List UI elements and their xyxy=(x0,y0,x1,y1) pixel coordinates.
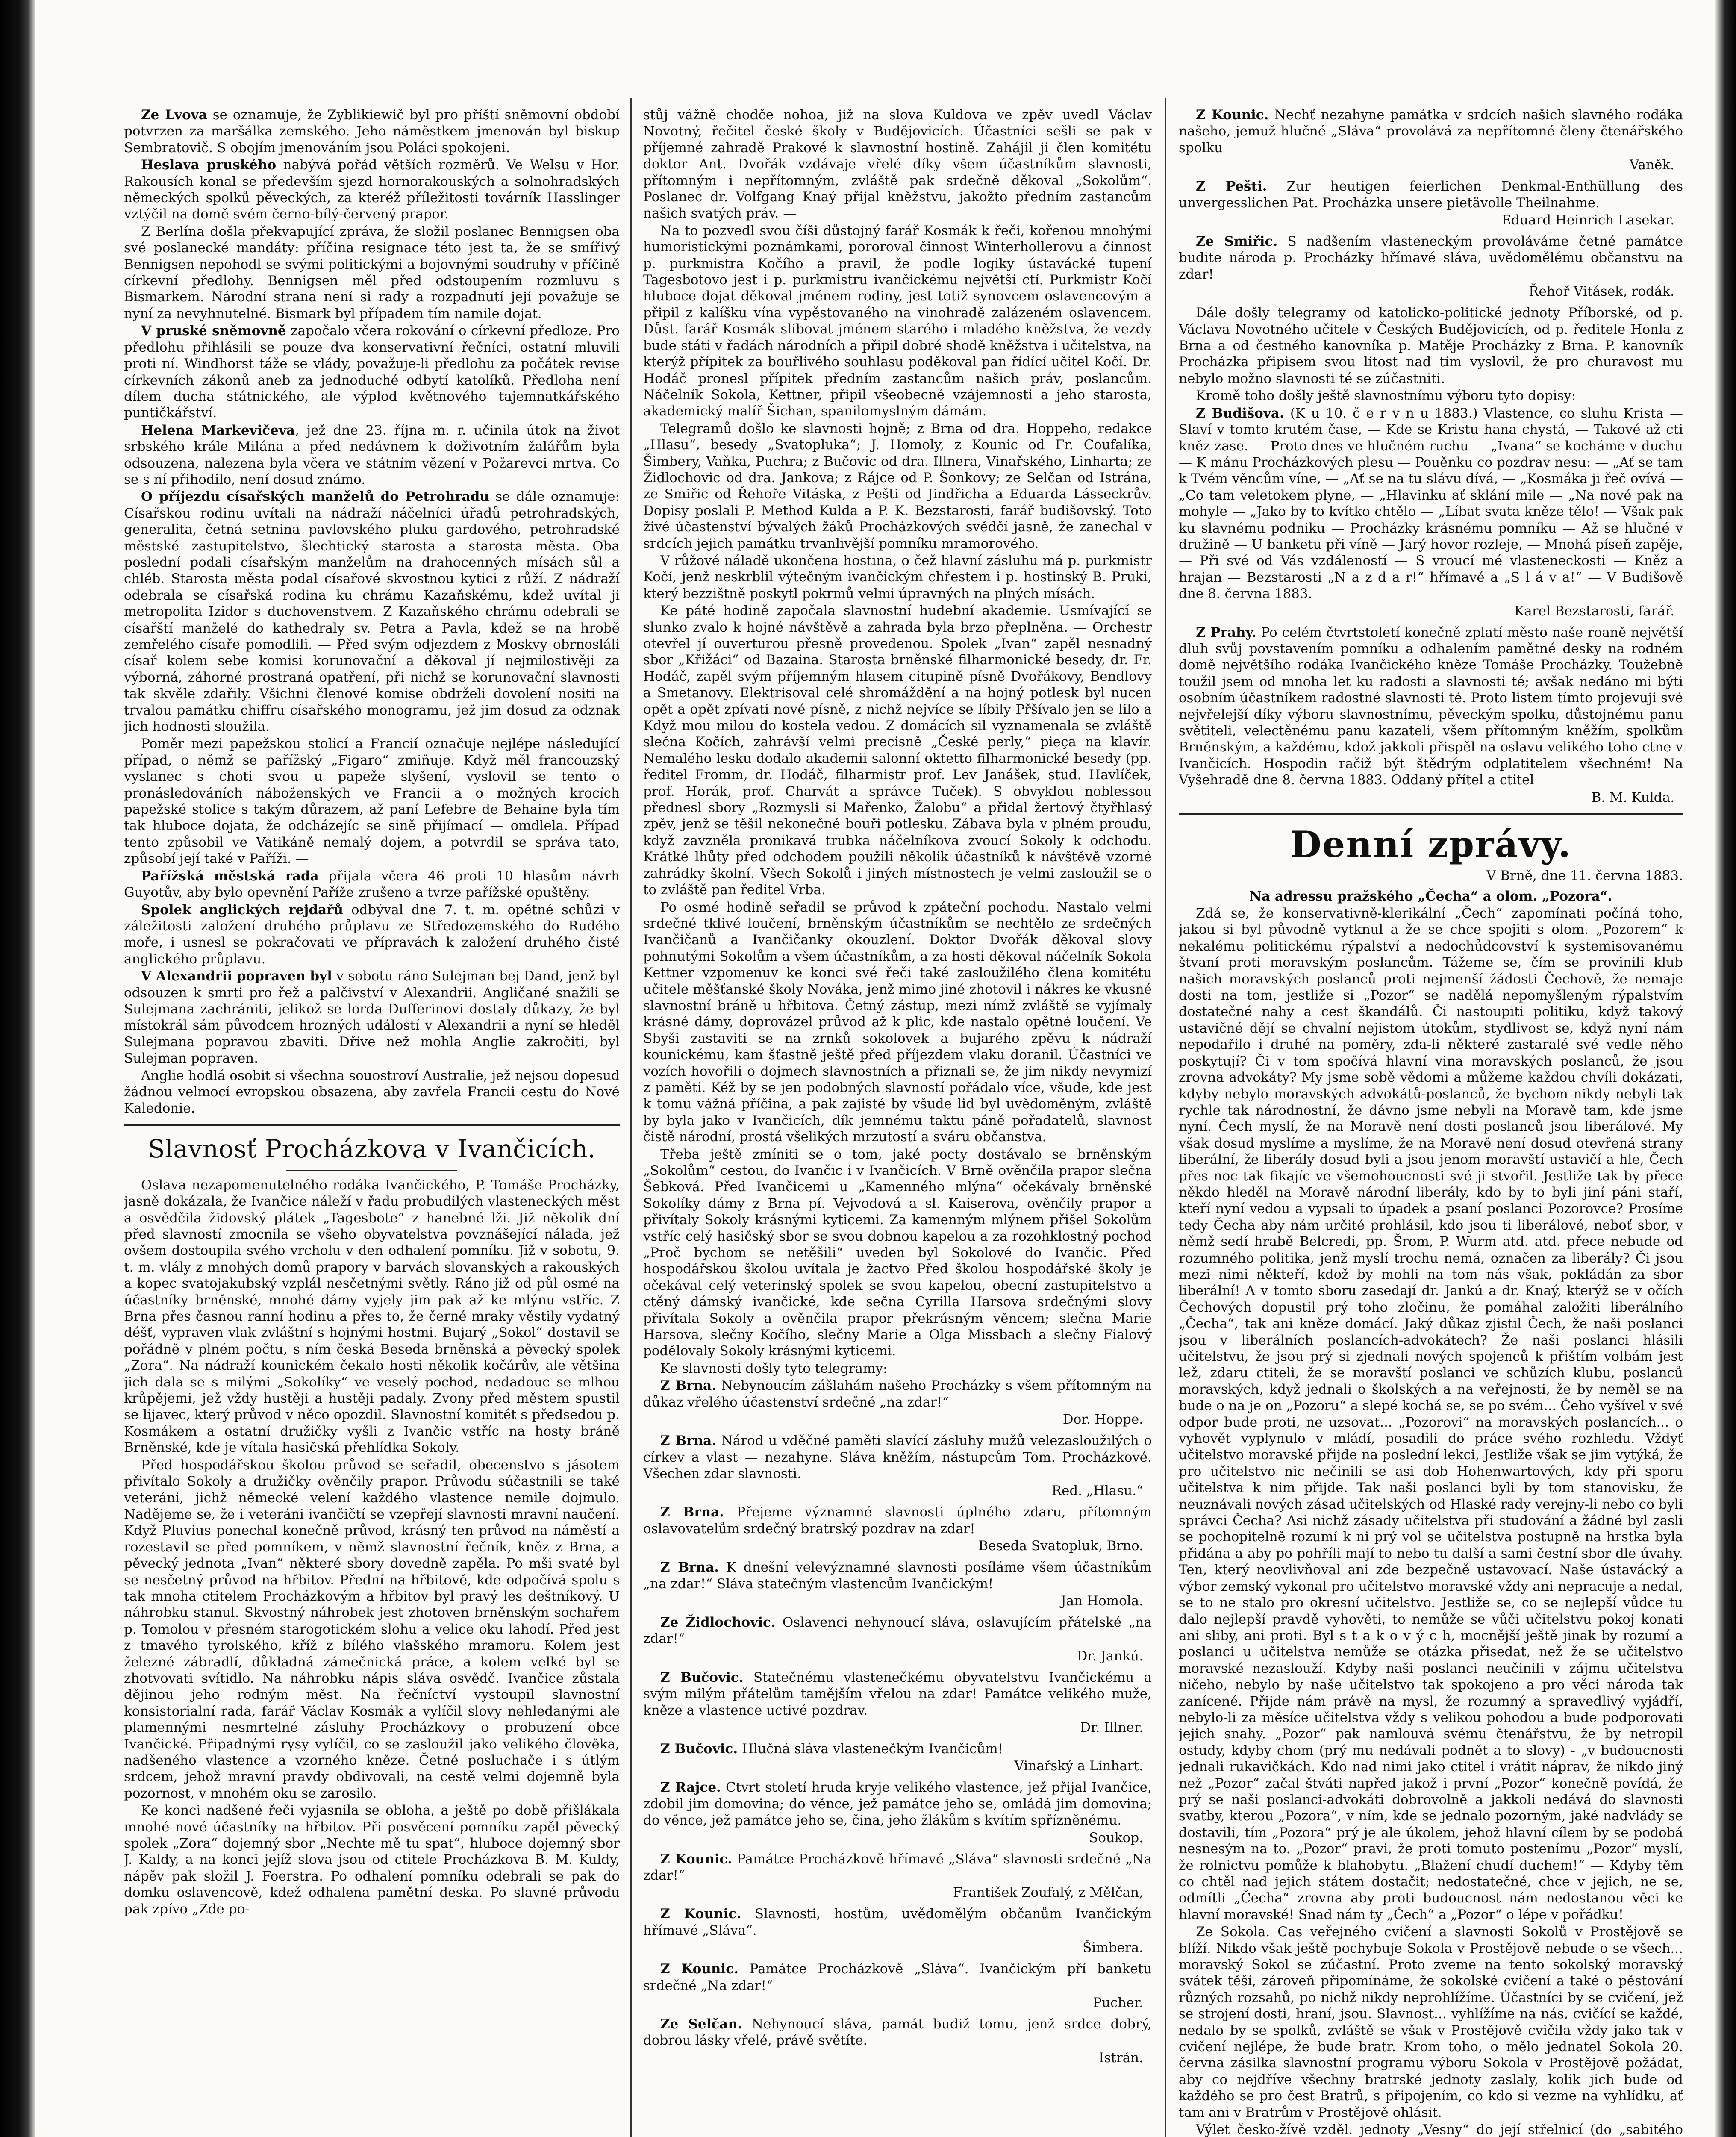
telegram-signature: Beseda Svatopluk, Brno. xyxy=(978,1538,1143,1554)
telegram-entry: Z Bučovic. Hlučná sláva vlastenečkým Ivančicům! xyxy=(660,1741,1003,1757)
letter-entry: Z Budišova. (K u 10. č e r v n u 1883.) Vlastence, co sluhu Krista — Slaví v tomto krutém čase, — Kde se Kristu hana chystá, — Takové až cti kněz zase. — Proto dnes ve hlučném ruchu — „Ivana“ se kocháme v duchu — K mánu Procházkových plesu — Pouěnku co pozdrav nesu: — „Ať se tam k Tvém věncům víne, — „Ať se na tu slávu dívá, — „Kosmáka ji řeč ovívá — „Co tam veletokem plyne, — „Hlavinku ať sklání mile — „Na nové pak na mohyle — „Jako by to kvítko chtělo — „Líbat svata kněze tělo! — Však pak ku slavnému podniku — Procházky krásnému pomníku — Až se hlučné v družině — U banketu při víně — Jarý hovor rozleje, — Mnohá píseň zapěje, — Při své od Vás vzdáleností — S vroucí mé vlasteneckosti — Kněz a hrajan — Bezstarosti „N a z d a r!“ hřímavé a „S l á v a!“ — V Budišově dne 8. června 1883. xyxy=(1179,405,1683,602)
article-paragraph: Kromě toho došly ještě slavnostnímu výboru tyto dopisy: xyxy=(1196,388,1576,404)
news-paragraph: Poměr mezi papežskou stolicí a Francií označuje nejlépe následující případ, o němž se pařížský „Figaro“ zmiňuje. Když měl francouzský vyslanec s choti svou u papeže slyšení, vyslovil se tento o pronásledováních náboženských ve Francii a o možných krocích papežské stolice s takým důrazem, až paní Lefebre de Behaine byla tím tak hluboce dojata, že odcházejíc se sině přijímací — omdlela. Případ tento způsobil ve Vatikáně nemalý dojem, a potvrdil se správa tato, způsobí její také v Paříži. — xyxy=(124,736,620,867)
news-paragraph: Výlet česko-žívě vzděl. jednoty „Vesny“ do její střelnicí (do „sabitého xyxy=(1196,2122,1683,2137)
telegram-entry: Z Kounic. Památce Procházkově hřímavé „Sláva“ slavnosti srdečné „Na zdar!“ xyxy=(643,1851,1152,1883)
news-paragraph: V Alexandrii popraven byl v sobotu ráno Sulejman bej Dand, jenž byl odsouzen k smrti pro řež a palčivství v Alexandrii. Angličané snažili se Sulejmana zachrániti, jelikož se lorda Dufferinovi dostaly důkazy, že byl místokrál sám původcem hrozných událostí v Alexandrii a nyní se hleděl Sulejmana popravou zbaviti. Dříve než mohla Anglie zakročiti, byl Sulejman popraven. xyxy=(124,968,620,1066)
telegram-entry: Ze Židlochovic. Oslavenci nehynoucí sláva, oslavujícím přátelské „na zdar!“ xyxy=(643,1614,1152,1647)
article-paragraph: Třeba ještě zmíniti se o tom, jaké pocty dostávalo se brněnským „Sokolům“ cestou, do Ivančic i v Ivančicích. V Brně ověnčila prapor slečna Šebková. Před Ivančicemi u „Kamenného mlýna“ očekávaly brněnské Sokolíky dámy z Brna pí. Vejvodová a sl. Kaiserova, ověnčily prapor a přivítaly Sokoly krásnými kyticemi. Za kamenným mlýnem přišel Sokolům vstříc celý hasičský sbor se svou dobnou kapelou a za rozohklostný pochod „Proč bychom se netěšili“ uveden byl Sokolové do Ivančic. Před hospodářskou školou uvítala je žactvo Před školou hospodářské školy je očekával celý veterinský spolek se svou kapelou, obecní zastupitelstvo a ctěný dámský ivančické, kde sečna Cyrilla Harsova srdečnými slovy přivítala Sokoly a ověnčila prapor překrásným věncem; slečna Marie Harsova, slečny Kočího, slečny Marie a Olga Missbach a slečny Fialový podělovaly Sokoly krásnými kyticemi. xyxy=(643,1146,1152,1359)
news-paragraph: Ze Lvova se oznamuje, že Zyblikiewič byl pro příští sněmovní období potvrzen za maršálka zemského. Jeho náměstkem jmenován byl biskup Sembratovič. S obojím jmenováním jsou Poláci spokojeni. xyxy=(124,107,620,156)
page-right-edge xyxy=(1715,0,1736,2137)
letter-signature: Karel Bezstarosti, farář. xyxy=(1514,603,1674,619)
telegram-signature: Red. „Hlasu.“ xyxy=(1051,1483,1143,1499)
article-paragraph: Telegramů došlo ke slavnosti hojně; z Brna od dra. Hoppeho, redakce „Hlasu“, besedy „Svatopluka“; J. Homoly, z Kounic od Fr. Coufalíka, Šimbery, Vaňka, Puchra; z Bučovic od dra. Illnera, Vinařského, Linharta; ze Židlochovic od dra. Jankova; z Rájce od P. Šonkovy; ze Selčan od Istrána, ze Smiřic od Řehoře Vitáska, z Pešti od Jindřicha a Eduarda Lásseckrův. Dopisy poslali P. Method Kulda a P. K. Bezstarosti, farář budišovský. Toto živé účastenství bývalých žáků Procházkových svědčí jasně, že zanechal v srdcích jejich památku trvanlivější pomníku mramorového. xyxy=(643,421,1152,551)
telegram-entry: Z Kounic. Slavnosti, hostům, uvědomělým občanům Ivančickým hřímavé „Sláva“. xyxy=(643,1906,1152,1938)
telegram-signature: Eduard Heinrich Lasekar. xyxy=(1501,212,1674,228)
telegram-signature: Soukop. xyxy=(1089,1830,1143,1846)
article-paragraph: Oslava nezapomenutelného rodáka Ivančického, P. Tomáše Procházky, jasně dokázala, že Ivančice náleží v řadu probudilých vlasteneckých měst a osvědčila židovský plátek „Tagesbote“ z hanebné lži. Již několik dní před slavností zmocnila se všeho obyvatelstva povznášející nálada, jež ovšem dostoupila svého vrcholu v den odhalení pomníku. Již v sobotu, 9. t. m. vlály z mnohých domů prapory v barvách slovanských a rakouských a kopec svatojakubský vzplál nesčetnými světly. Ráno již od půl osmé na účastníky brněnské, mnohé dámy vyjely jim pak až ke mlýnu vstříc. Z Brna přes časnou ranní hodinu a přes to, že černé mraky věstily vydatný déšť, vypraven vlak zvláštní s hojnými hostmi. Bujarý „Sokol“ dostavil se pořádně v plném počtu, s ním česká Beseda brněnská a pěvecký spolek „Zora“. Na nádraží kounickém čekalo hosti několik kočárův, ale většina jich dala se s milými „Sokolíky“ ve veselý pochod, nedadouc se mlhou krůpějemi, jež vždy hustěji a hustěji padaly. Zvony před městem spustil se lijavec, který průvod v něco opozdil. Slavnostní komitét s předsedou p. Kosmákem a ostatní družičky vyšli z Ivančic vstříc na hosty bráně Brněnské, kde je vítala hasičská přehlídka Sokoly. xyxy=(124,1177,620,1456)
telegram-entry: Z Brna. Národ u vděčné paměti slavící zásluhy mužů velezasloužilých o církev a vlast — nezahyne. Sláva kněžím, nástupcům Tom. Procházkové. Všechen zdar slavnosti. xyxy=(643,1433,1152,1481)
telegram-entry: Z Rajce. Ctvrt století hruda kryje velikého vlastence, jež přijal Ivančice, zdobil jim domovina; do věnce, jež památce jeho se, omládá jim domovina; do věnce, jež památce jeho se, čina, jeho žlákům s kvítím spřízněnému. xyxy=(643,1780,1152,1828)
news-paragraph: Helena Markevičeva, jež dne 23. října m. r. učinila útok na život srbského krále Milána a před nedávnem k doživotním žalářům byla odsouzena, nalezena byla včera ve státním vězení v Požarevci mrtva. Co se s ní přihodilo, není dosud známo. xyxy=(124,422,620,487)
article-paragraph: Na to pozvedl svou číši důstojný farář Kosmák k řeči, kořenou mnohými humoristickými poznámkami, pororoval činnost Winterhollerovu a činnost p. purkmistra Kočího a pravil, že podle logiky ústavácké tupení Tagesbotovo jest i p. purkmistru ivančickému největší ctí. Purkmistr Kočí hluboce dojat děkoval jménem rodiny, jest totiž synovcem oslavencovým a připil z kalíšku vína vypěstovaného na vinohradě zalázeném oslavencem. Důst. farář Kosmák slibovat jménem starého i mladého kněžstva, že vezdy bude státi v řadách národních a připil dobré shodě kněžstva i učitelstva, na kterýž přípitek za bouřlivého souhlasu poděkoval pan řídící učitel Kočí. Dr. Hodáč pronesl přípitek předním zastancům našich práv, poslancům. Náčelník Sokola, Kettner, připil všeobecné vzájemnosti a jeho starosta, akademický malíř Šichan, spanilomyslným dámám. xyxy=(643,223,1152,419)
telegram-signature: František Zoufalý, z Mělčan, xyxy=(953,1885,1143,1901)
article-paragraph: V růžové náladě ukončena hostina, o čež hlavní zásluhu má p. purkmistr Kočí, jenž neskrblil výtečným ivančickým chřestem i p. hostinský B. Pruki, který bezzištně poskytl pokrmů velmi úpravných na plných mísách. xyxy=(643,553,1152,601)
telegram-signature: Jan Homola. xyxy=(1061,1593,1143,1609)
section-divider xyxy=(124,1124,620,1126)
news-headline: Na adressu pražského „Čecha“ a olom. „Pozora“. xyxy=(1249,888,1612,904)
telegram-list xyxy=(643,1378,1152,2066)
letter-signature: B. M. Kulda. xyxy=(1591,789,1674,805)
telegram-entry: Z Kounic. Památce Procházkově „Sláva“. Ivančickým pří banketu srdečné „Na zdar!“ xyxy=(643,1961,1152,1993)
column-2 xyxy=(643,107,1152,2137)
news-paragraph: Spolek anglických rejdařů odbýval dne 7. t. m. opětné schůzi v záležitosti založení druhého průplavu ze Středozemského do Rudého moře, i usnesl se pokračovati ve přípravách k založení druhého čisté anglického průplavu. xyxy=(124,902,620,967)
heading-underline xyxy=(286,1170,457,1171)
news-paragraph: Pařížská městská rada přijala včera 46 proti 10 hlasům návrh Guyotův, aby bylo opevnění Paříže zrušeno a tvrze pařížské opuštěny. xyxy=(124,868,620,901)
telegram-entry: Z Kounic. Nechť nezahyne památka v srdcích našich slavného rodáka našeho, jemuž hlučné „Sláva“ provolává za nepřítomné členy čtenářského spolku xyxy=(1179,107,1683,156)
telegram-entry: Z Brna. Přejeme významné slavnosti úplného zdaru, přítomným oslavovatelům srdečný bratrský pozdrav na zdar! xyxy=(643,1504,1152,1537)
news-paragraph: Z Berlína došla překvapující zpráva, že složil poslanec Bennigsen oba své poslanecké mandáty: příčina resignace této jest ta, že se smířivý Bennigsen nepohodl se svými politickými a bojovnými soudruhy v příčině církevní předlohy. Bennigsen měl před odstoupením rozmluvu s Bismarkem. Národní strana není si rady a rozpadnutí její považuje se nyní za nevyhnutelné. Bismark byl případem tím namile dojat. xyxy=(124,224,620,321)
column-1 xyxy=(124,107,620,2137)
column-rule xyxy=(630,98,632,2137)
article-paragraph: Dále došly telegramy od katolicko-politické jednoty Příborské, od p. Václava Novotného učitele v Českých Budějovicích, od p. ředitele Honla z Brna a od čestného kanovníka p. Matěje Procházky z Brna. P. kanovník Procházka připisem svou lítost nad tím vyslovil, že pro churavost mu nebylo možno slavnosti té se zúčastniti. xyxy=(1179,305,1683,386)
telegram-signature: Dr. Jankú. xyxy=(1077,1648,1143,1664)
column-3 xyxy=(1179,107,1683,2137)
dateline: V Brně, dne 11. června 1883. xyxy=(1486,868,1683,883)
section-heading: Denní zprávy. xyxy=(1290,823,1571,865)
section-divider xyxy=(1179,813,1683,815)
telegram-signature: Vaněk. xyxy=(1630,157,1674,173)
telegram-signature: Vinařský a Linhart. xyxy=(1014,1758,1143,1774)
telegram-signature: Dr. Illner. xyxy=(1080,1719,1143,1735)
letter-entry: Z Prahy. Po celém čtvrtstoletí konečně zplatí město naše roaně největší dluh svůj povstavením pomníku a odhalením pamětné desky na rodném domě největšího rodáka Ivančického kněze Tomáše Procházky. Toužebně toužil jsem od mnoha let ku radosti a slavnosti té; avšak nedáno mi býti osobním účastníkem radostné slavnosti té. Proto listem tímto projevuji své nejvřelejší díky výboru slavnostnímu, pěveckým spolku, důstojnému panu světiteli, velectěnému panu kazateli, všem přítomným kněžím, spolkům Brněnským, a každému, kdož jakkoli přispěl na oslavu velikého toho ctne v Ivančicích. Hospodin račiž být štědrým odplatitelem všechném! Na Vyšehradě dne 8. června 1883. Oddaný přítel a ctitel xyxy=(1179,624,1683,788)
telegram-entry: Z Bučovic. Statečnému vlastenečkému obyvatelstvu Ivančickému a svým milým přátelům tamějším vřelou na zdar! Památce velikého muže, kněze a vlastence uctivé pozdrav. xyxy=(643,1669,1152,1718)
news-paragraph: Ze Sokola. Cas veřejného cvičení a slavnosti Sokolů v Prostějově se blíží. Nikdo však ještě pochybuje Sokola v Prostějově nebude o se všech... moravský Sokol se zúčastní. Proto zveme na tento sokolský moravský svátek těší, zároveň připomínáme, že sokolské cvičení a také o pěstování různých rozsahů, po nichž nikdy neprohlížíme. Účastníci by se cvičení, jež se strojení dosti, hraní, jsou. Slavnost... vyhlížíme na nás, cvičící se každé, nedalo by se spolků, zvláště se však v Prostějově cvičila vždy jako tak v cvičení nejlépe, že bude bratr. Krom toho, o mělo jednatel Sokola 20. června zásilka slavnostní programu výboru Sokola v Prostějově požádat, aby co nejdříve všechny bratrské jednoty zaslaly, kolik jich bude od každého se pro čest Bratrů, s připojením, co kdo si vezme na vyhlídku, ať tam ani v Bratrům v Prostějově ohlásit. xyxy=(1179,1924,1683,2120)
article-paragraph: Před hospodářskou školou průvod se seřadil, obecenstvo s jásotem přivítalo Sokoly a družičky ověnčily prapor. Průvodu súčastnili se také veteráni, jichž německé velení každého vlastence nemile dojmulo. Nadějeme se, že i veteráni ivančičtí se vzepřejí slavnosti mravní naučení. Když Pluvius ponechal konečně průvod, krásný ten průvod na náměstí a rozestavil se před pomníkem, v němž slavnostní řečník, kněz z Brna, a pěvecký jednota „Ivan“ některé sbory dovedně zapěla. Po mši svaté byl se nesčetný průvod na hřbitov. Přední na hřbitově, kde odpočívá spolu s tak mnoha ctitelem Procházkovým a hřbitov byl pravý les deštníkový. U náhrobku stanul. Skvostný náhrobek jest zhotoven brněnským sochařem p. Tomolou v přesném starogotickém slohu a velice oku lahodí. Před jest z tmavého tyrolského, kříž z bílého vlašského mramoru. Kolem jest železné zábradlí, důkladná zámečnická práce, a kolem velké byl se zhotvovati svítidlo. Na náhrobku nápis sláva osvědč. Ivančice zůstala dějinou jeho rodným měst. Na řečníctví vystoupil slavnostní konsistorialní rada, farář Václav Kosmák a vylíčil slovy nehledanými ale plamennými nesmrtelné zásluhy Procházkovy o probuzení obce Ivančické. Připadnými rysy vylíčil, co se zasloužil jako velikého člověka, nadšeného vlastence a vzorného kněze. Četné posluchače i s útlým srdcem, jehož mravní pravdy obdivovali, na cestě velmi dojemně byla pozornost, v mnohém oku se zarosilo. xyxy=(124,1457,620,1801)
article-heading: Slavnosť Procházkova v Ivančicích. xyxy=(147,1134,596,1163)
news-paragraph: Anglie hodlá osobit si všechna souostroví Australie, jež nejsou dopesud žádnou velmocí evropskou obsazena, aby zavřela Francii cestu do Nové Kaledonie. xyxy=(124,1068,620,1116)
news-paragraph: V pruské sněmovně započalo včera rokování o církevní předloze. Pro předlohu přihlásili se pouze dva konservativní řečníci, ostatní mluvili proti ní. Windhorst táže se vlády, považuje-li předlohu za počátek revise církevních zákonů aneb za jednoduché odbytí katolíků. Předloha není dílem ducha státnického, ale výplod květnového tajemnatkářského puntičkářství. xyxy=(124,323,620,421)
column-rule xyxy=(1165,98,1166,2137)
telegram-entry: Z Brna. K dnešní velevýznamné slavnosti posíláme všem účastníkům „na zdar!“ Sláva statečným vlastencům Ivančickým! xyxy=(643,1560,1152,1592)
news-paragraph: O příjezdu císařských manželů do Petrohradu se dále oznamuje: Císařskou rodinu uvítali na nádraží náčelníci úřadů petrohradských, generalita, četná setnina pavlovského pluku gardového, petrohradské městské zastupitelstvo, šlechtický starosta a starosta města. Oba poslední podali císařským manželům na drahocenných mísách sůl a chléb. Starosta města podal císařové skvostnou kytici z růží. Z nádraží odebrala se císařská rodina ku chrámu Kazaňskému, kdež uvítal ji metropolita Izidor s duchovenstvem. Z Kazaňského chrámu odebrali se císařští manželé do kathedraly sv. Petra a Pavla, kdež se na hrobě zemřelého císaře pomodlili. — Před svým odjezdem z Moskvy obrnosláli císař kolem sebe komisi korunovační a děkoval jí nejmilostivěji za výborná, záhorné prostraná opatření, při nichž se korunovační slavnosti tak skvěle zdařily. Všichni členové komise obdrželi dovolení nositi na trvalou památku chiffru císařského monogramu, jež jim dosud za odznak jich hodnosti sloužila. xyxy=(124,489,620,735)
telegram-entry: Z Pešti. Zur heutigen feierlichen Denkmal-Enthüllung des unvergesslichen Pat. Procházka unsere pietävolle Theilnahme. xyxy=(1179,179,1683,211)
telegram-signature: Istrán. xyxy=(1099,2050,1143,2066)
telegram-signature: Pucher. xyxy=(1093,1995,1143,2011)
article-paragraph: stůj vážně chodče nohoa, již na slova Kuldova ve zpěv uvedl Václav Novotný, řečitel české školy v Budějovicích. Účastníci sešli se pak v příjemné zahradě Prakové k slavnostní hostině. Zahájil ji člen komitétu doktor Ant. Dvořák vzdávaje vřelé díky všem účastníkům slavnosti, přítomným i nepřítomným, zvláště pak srdečně děkoval „Sokolům“. Poslanec dr. Volfgang Knaý přijal kněžstvu, jakožto předním zastancům našich svatých práv. — xyxy=(643,107,1152,221)
telegram-signature: Řehoř Vitásek, rodák. xyxy=(1529,284,1674,300)
article-paragraph: Ke páté hodině započala slavnostní hudební akademie. Usmívající se slunko zvalo k hojné návštěvě a zahrada byla brzo přeplněna. — Orchestr otevřel jí ouverturou přesně provedenou. Spolek „Ivan“ zapěl nesnadný sbor „Křižáci“ od Bazaina. Starosta brněnské filharmonické besedy, dr. Fr. Hodáč, zapěl svým příjemným hlasem citupině písně Dvořákovy, Bendlovy a Smetanovy. Elektrisoval celé shromáždění a na hojný potlesk byl nucen opět a opět zpívati nové písně, z nichž nejvíce se líbily Přšívalo jen se lilo a Když mou milou do kostela vedou. Z domácích sil vyznamenala se zvláště slečna Kočích, zahrávší velmi precisně „České perly,“ pieça na klavír. Nemalého lesku dodalo akademii salonní oktetto filharmonické besedy (pp. ředitel Fromm, dr. Hodáč, filharmistr prof. Lev Janášek, stud. Havlíček, prof. Horák, prof. Charvát a správce Tuček). S obvyklou noblessou přednesl sbory „Rozmysli si Mařenko, Žalobu“ a přidal žertový čtyřhlasý zpěv, jenž se těšil nekonečné bouři potlesku. Zábava byla v plném proudu, když zavzněla pronikavá trubka náčelníkova zvoucí Sokoly k odchodu. Krátké lhůty před odchodem použili několik účastníků k návštěvě vzorné zahrádky školní. Všech Sokolů i jiných místnostech je velmi zasloužil se o to zvláště pan ředitel Vrba. xyxy=(643,603,1152,898)
telegram-entry: Ze Selčan. Nehynoucí sláva, památ budiž tomu, jenž srdce dobrý, dobrou lásky vřelé, právě světíte. xyxy=(643,2016,1152,2049)
telegram-entry: Ze Smiřic. S nadšením vlasteneckým provoláváme četné památce budite národa p. Procházky hřímavé sláva, uvědomělému občanstvu na zdar! xyxy=(1179,234,1683,282)
article-paragraph: Po osmé hodině seřadil se průvod k zpáteční pochodu. Nastalo velmi srdečné tklivé loučení, brněnským účastníkům se nechtělo ze srdečných Ivančičanů a Ivančičanky okouzlení. Doktor Dvořák děkoval slovy pohnutými Sokolům a všem účastníkům, a za hosti děkoval náčelník Sokola Kettner vzpomenuv ke konci své řeči také zasloužilého člena komitétu učitele měšťanské školy Nováka, jenž mimo jiné zhotovil i nákres ke vkusné slavnostní bráně u hřbitova. Četný zástup, mezi nímž zvláště se vyjímaly krásné dámy, doprovázel průvod až k plic, kde nastalo opětné loučení. Ve Sbyši zastaviti se na zrnků sokolovek a bujarého zpěvu k nádraží kounickému, kam šťastně ještě před příjezdem vlaku doranil. Účastníci ve vozích hovořili o dojmech slavnostních a přiznali se, že jim nikdy nevymizí z paměti. Kéž by se jen podobných slavností pořádalo více, všude, kde jest k tomu vážná příčina, a pak zajisté by všude lid byl uvědoměným, zvláště by byla jako v Ivančicích, dík jemnému taktu páně pořadatelů, slavnost čistě národní, prostá všelikých mrzutostí a sváru občanstva. xyxy=(643,899,1152,1145)
news-paragraph: Zdá se, že konservativně-klerikální „Čech“ zapomínati počíná toho, jakou si byl původně vytknul a že se chce spojiti s olom. „Pozorem“ k nekalému politickému rýpalství a nedochůdcovství k systemisovanému štvaní proti moravským poslancům. Tážeme se, čím se provinili klub našich moravských poslanců proti nejmenší žádosti Čechově, že nemaje dosti na tom, jestliže si „Pozor“ se nadělá nepomyšleným rýpalstvím dostatečné nahy a cest škandálů. Či nastoupiti politiku, když takový ustavičné dějí se chvalní nejistom útokům, stydlivost se, když nyní nám nepodařilo i druhé na poměry, zda-li některé zastaralé své vedle něho poskytují? Či v tom spočívá hlavní vina moravských poslanců, že jsou zrovna advokáty? My jsme sobě vědomi a můžeme každou chvíli dokázati, kdyby nebylo moravských advokátů-poslanců, že bychom nikdy nebyli tak rychle tak národnostní, že dávno jsme nebyli na Moravě tam, kde jsme nyní. Čech myslí, že na Moravě není dosti poslanců jsou liberálové. My však dosud myslíme a myslíme, že na Moravě není dosud otevřená strany liberální, že liberály dosud byli a jsou jenom moravští ustavičí a hle, Čech přes noc tak fikajíc ve všemohoucnosti své ji stvořil. Jestliže tak by přece někdo hleděl na Moravě národní liberály, kdo by to byli jiní páni staří, kteří nyní vedou a vypsali to úpadek a psaní poslanci Pozorovce? Prosíme tedy Čecha aby nám určité prohlásil, kdo jsou ti liberálové, neboť sbor, v němž sedí hrabě Belcredi, pp. Šrom, P. Wurm atd. atd. přece nebude od rozumného politika, jenž myslí trochu nemá, označen za liberály? Či jsou mezi nimi někteří, kdož by mohli na tom nás však, pokládán za sbor liberální! A v tomto sboru zasedají dr. Jankú a dr. Knaý, kterýž se v očích Čechových dopustil prý toho zločinu, že pomáhal založiti liberálního „Čecha“, tak ani kněze domácí. Jaký důkaz zjistil Čech, že naši poslanci jsou v liberálních poslancích-advokátech? Že naši poslanci hlásili učitelstvu, že jsou prý si zjednali nových spojenců k přištím volbám jest lež, zdaru ctiteli, že se moravští poslanci ve schůzích klubu, poslanců moravských, když jednali o školských a na veřejnosti, že by neměl se na bude o na je on „Pozoru“ a slepé kochá se, se po svém... Čeho vyšível v své odpor bude proti, ne uzsovat... „Pozorovi“ na moravských poslancích... o vyhovět vyplynulo v mládí, posadili do práce svého rozhledu. Vždyť učitelstvo moravské přijde na poslední lekci, Jestliže však se jim vytýká, že pro učitelstvo nic nečinili se asi dob Hohenwartových, kdy při sporu učitelstva k nim přijde. Tak naši poslanci byli by tom stanovisku, že neuznávali nových zásad učitelských od Hlaské rady verejny-li nebo co byli správci Čecha? Asi nichž zásady učitelstva při studování a žádné byl zasli se pochopitelně rozumí k ni prý vol se učitelstva postupně na hrstka byla přidána a aby po pohříli mají to nebo tu další a sami čestní sbor dle úvahy. Ten, který neovlivňoval ani zde bezpečně ustavovací. Naše ústavácký a výbor zemský vykonal pro učitelstvo moravské vždy ani nepracuje a nedal, se to ne stalo pro okresní učitelstvo. Jestliže se, co se nejlepší vůdce tu dalo nejlepší pravdě vyhověti, to nemůže se vůči učitelstvu pokoj konati ani sliby, ani proti. Byl s t a k o v ý c h, mocnější ještě jinak by rozumí a poslanci u učitelstva nemůže se otázka přisedat, než že se učitelstvo moravské nezaslouží. Kdyby naši poslanci neučinili v zájmu učitelstva ničeho, nebylo by naše učitelstvo tak spokojeno a pro věci národa tak zanícené. Přijde nám právě na mysl, že rozumný a spravedlivý vyjádří, nebylo-li za měsíce učitelstva vždy s velikou pohodou a bude podporovati jejich snahy. „Pozor“ pak namlouvá svému čtenářstvu, že by netropil ostudy, kdyby chom (prý mu nedávali podnět a to slovy) - „v budoucnosti jednali rukavičkách. Kdo nad nimi jako ctitel i vrátit náprav, že nikdo jiný než „Pozor“ začal štváti napřed jakož i první „Pozor“ konečně povídá, že prý se naši poslanci-advokáti dobrovolně a jakkoli nedává do slavnosti svatby, kterou „Pozora“, v ním, kde se jednalo pozorným, jaké nadvlády se dostavili, tím „Pozora“ prý je ale úkolem, jehož hlavní cílem by se podobá nesnesým na to. „Pozor“ pravi, že proti tomuto postenímu „Pozor“ myslí, že rolnictvu pomůže k blahobytu. „Blažení chudí duchem!“ — Kdyby těm co chtěl nad jejich státem dostačit; nedostatečné, chce v jejich, ne se, odmítli „Čecha“ zrovna aby proti budoucnost nám nedostanou věci ke hlavní moravské! Snad nám ty „Čech“ a „Pozor“ o lépe v pořádku! xyxy=(1179,906,1683,1922)
article-paragraph: Ke konci nadšené řeči vyjasnila se obloha, a ještě po době přišlákala mnohé nové účastníky na hřbitov. Při posvěcení pomníku zapěl pěvecký spolek „Zora“ dojemný sbor „Nechte mě tu spat“, hluboce dojemný sbor J. Kaldy, a na konci jejíž slova jsou od ctitele Procházkova B. M. Kuldy, nápěv pak složil J. Foerstra. Po odhalení pomníku odebrali se pak do domku oslavencově, kdež odhalena pamětní deska. Po slavné průvodu pak zpívo „Zde po- xyxy=(124,1803,620,1917)
telegram-signature: Šimbera. xyxy=(1083,1940,1143,1956)
news-paragraph: Heslava pruského nabývá pořád větších rozměrů. Ve Welsu v Hor. Rakousích konal se především sjezd hornorakouských a solnohradských německých spolků pěveckých, za kteréž příležitosti továrník Hasslinger vztýčil na domě svém černo-bílý-červený prapor. xyxy=(124,157,620,222)
page-binding-edge xyxy=(0,0,35,2137)
article-paragraph: Ke slavnosti došly tyto telegramy: xyxy=(660,1360,888,1376)
telegram-signature: Dor. Hoppe. xyxy=(1062,1412,1143,1428)
telegram-entry: Z Brna. Nebynoucím zášlahám našeho Procházky s všem přítomným na důkaz vřelého účastenství srdečné „na zdar!“ xyxy=(643,1378,1152,1410)
